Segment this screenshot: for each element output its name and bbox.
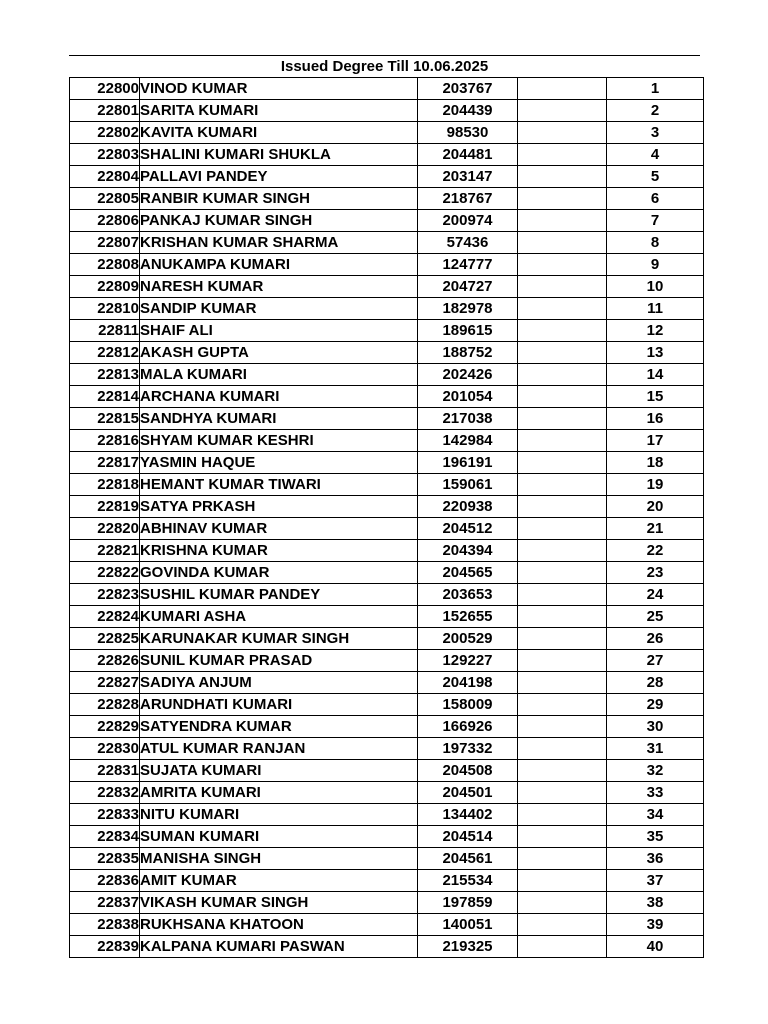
student-name-cell: HEMANT KUMAR TIWARI [140, 474, 418, 496]
student-name-cell: ARUNDHATI KUMARI [140, 694, 418, 716]
serial-number-cell: 22810 [70, 298, 140, 320]
serial-number-cell: 22806 [70, 210, 140, 232]
blank-cell [518, 716, 607, 738]
registration-number-cell: 159061 [418, 474, 518, 496]
blank-cell [518, 452, 607, 474]
blank-cell [518, 936, 607, 958]
registration-number-cell: 204561 [418, 848, 518, 870]
blank-cell [518, 892, 607, 914]
blank-cell [518, 210, 607, 232]
blank-cell [518, 804, 607, 826]
table-row [70, 298, 704, 320]
registration-number-cell: 197859 [418, 892, 518, 914]
row-count-cell: 34 [607, 804, 704, 826]
sheet-title: Issued Degree Till 10.06.2025 [69, 55, 700, 77]
serial-number-cell: 22820 [70, 518, 140, 540]
serial-number-cell: 22832 [70, 782, 140, 804]
table-row [70, 716, 704, 738]
row-count-cell: 22 [607, 540, 704, 562]
blank-cell [518, 540, 607, 562]
serial-number-cell: 22838 [70, 914, 140, 936]
row-count-cell: 30 [607, 716, 704, 738]
registration-number-cell: 201054 [418, 386, 518, 408]
student-name-cell: SHYAM KUMAR KESHRI [140, 430, 418, 452]
row-count-cell: 36 [607, 848, 704, 870]
row-count-cell: 28 [607, 672, 704, 694]
serial-number-cell: 22816 [70, 430, 140, 452]
registration-number-cell: 204439 [418, 100, 518, 122]
student-name-cell: NARESH KUMAR [140, 276, 418, 298]
student-name-cell: PALLAVI PANDEY [140, 166, 418, 188]
row-count-cell: 7 [607, 210, 704, 232]
serial-number-cell: 22837 [70, 892, 140, 914]
serial-number-cell: 22802 [70, 122, 140, 144]
student-name-cell: YASMIN HAQUE [140, 452, 418, 474]
blank-cell [518, 782, 607, 804]
degree-sheet [69, 55, 700, 958]
table-row [70, 540, 704, 562]
table-row [70, 826, 704, 848]
degree-table [69, 77, 704, 958]
registration-number-cell: 189615 [418, 320, 518, 342]
serial-number-cell: 22815 [70, 408, 140, 430]
row-count-cell: 2 [607, 100, 704, 122]
registration-number-cell: 57436 [418, 232, 518, 254]
blank-cell [518, 100, 607, 122]
registration-number-cell: 152655 [418, 606, 518, 628]
blank-cell [518, 474, 607, 496]
row-count-cell: 14 [607, 364, 704, 386]
blank-cell [518, 430, 607, 452]
registration-number-cell: 166926 [418, 716, 518, 738]
registration-number-cell: 182978 [418, 298, 518, 320]
table-row [70, 870, 704, 892]
blank-cell [518, 914, 607, 936]
student-name-cell: SUNIL KUMAR PRASAD [140, 650, 418, 672]
serial-number-cell: 22835 [70, 848, 140, 870]
table-row [70, 892, 704, 914]
serial-number-cell: 22839 [70, 936, 140, 958]
table-row [70, 628, 704, 650]
student-name-cell: NITU KUMARI [140, 804, 418, 826]
registration-number-cell: 204514 [418, 826, 518, 848]
table-row [70, 232, 704, 254]
blank-cell [518, 232, 607, 254]
registration-number-cell: 204394 [418, 540, 518, 562]
row-count-cell: 15 [607, 386, 704, 408]
student-name-cell: SHALINI KUMARI SHUKLA [140, 144, 418, 166]
registration-number-cell: 200529 [418, 628, 518, 650]
row-count-cell: 23 [607, 562, 704, 584]
student-name-cell: SUJATA KUMARI [140, 760, 418, 782]
serial-number-cell: 22831 [70, 760, 140, 782]
serial-number-cell: 22825 [70, 628, 140, 650]
table-row [70, 650, 704, 672]
blank-cell [518, 122, 607, 144]
row-count-cell: 25 [607, 606, 704, 628]
registration-number-cell: 203767 [418, 78, 518, 100]
serial-number-cell: 22833 [70, 804, 140, 826]
registration-number-cell: 204512 [418, 518, 518, 540]
row-count-cell: 17 [607, 430, 704, 452]
row-count-cell: 13 [607, 342, 704, 364]
row-count-cell: 16 [607, 408, 704, 430]
student-name-cell: KARUNAKAR KUMAR SINGH [140, 628, 418, 650]
serial-number-cell: 22807 [70, 232, 140, 254]
row-count-cell: 8 [607, 232, 704, 254]
registration-number-cell: 98530 [418, 122, 518, 144]
table-row [70, 364, 704, 386]
blank-cell [518, 78, 607, 100]
row-count-cell: 21 [607, 518, 704, 540]
blank-cell [518, 672, 607, 694]
registration-number-cell: 204565 [418, 562, 518, 584]
table-row [70, 122, 704, 144]
registration-number-cell: 215534 [418, 870, 518, 892]
student-name-cell: SHAIF ALI [140, 320, 418, 342]
blank-cell [518, 254, 607, 276]
row-count-cell: 33 [607, 782, 704, 804]
table-row [70, 254, 704, 276]
student-name-cell: ANUKAMPA KUMARI [140, 254, 418, 276]
blank-cell [518, 826, 607, 848]
table-row [70, 562, 704, 584]
student-name-cell: AKASH GUPTA [140, 342, 418, 364]
registration-number-cell: 220938 [418, 496, 518, 518]
table-row [70, 672, 704, 694]
serial-number-cell: 22819 [70, 496, 140, 518]
row-count-cell: 1 [607, 78, 704, 100]
blank-cell [518, 760, 607, 782]
blank-cell [518, 606, 607, 628]
table-row [70, 760, 704, 782]
serial-number-cell: 22829 [70, 716, 140, 738]
row-count-cell: 32 [607, 760, 704, 782]
blank-cell [518, 518, 607, 540]
registration-number-cell: 140051 [418, 914, 518, 936]
row-count-cell: 6 [607, 188, 704, 210]
blank-cell [518, 628, 607, 650]
student-name-cell: MANISHA SINGH [140, 848, 418, 870]
table-row [70, 496, 704, 518]
registration-number-cell: 218767 [418, 188, 518, 210]
table-row [70, 188, 704, 210]
row-count-cell: 26 [607, 628, 704, 650]
table-row [70, 144, 704, 166]
registration-number-cell: 203653 [418, 584, 518, 606]
blank-cell [518, 848, 607, 870]
row-count-cell: 40 [607, 936, 704, 958]
table-row [70, 210, 704, 232]
table-row [70, 452, 704, 474]
table-row [70, 430, 704, 452]
student-name-cell: RUKHSANA KHATOON [140, 914, 418, 936]
student-name-cell: SADIYA ANJUM [140, 672, 418, 694]
table-row [70, 738, 704, 760]
student-name-cell: ATUL KUMAR RANJAN [140, 738, 418, 760]
student-name-cell: SARITA KUMARI [140, 100, 418, 122]
registration-number-cell: 219325 [418, 936, 518, 958]
student-name-cell: SANDHYA KUMARI [140, 408, 418, 430]
table-row [70, 694, 704, 716]
table-row [70, 804, 704, 826]
row-count-cell: 20 [607, 496, 704, 518]
row-count-cell: 37 [607, 870, 704, 892]
serial-number-cell: 22824 [70, 606, 140, 628]
serial-number-cell: 22814 [70, 386, 140, 408]
serial-number-cell: 22836 [70, 870, 140, 892]
blank-cell [518, 584, 607, 606]
registration-number-cell: 217038 [418, 408, 518, 430]
serial-number-cell: 22826 [70, 650, 140, 672]
student-name-cell: SATYENDRA KUMAR [140, 716, 418, 738]
blank-cell [518, 320, 607, 342]
student-name-cell: SUMAN KUMARI [140, 826, 418, 848]
student-name-cell: SUSHIL KUMAR PANDEY [140, 584, 418, 606]
serial-number-cell: 22812 [70, 342, 140, 364]
registration-number-cell: 203147 [418, 166, 518, 188]
row-count-cell: 31 [607, 738, 704, 760]
table-row [70, 166, 704, 188]
serial-number-cell: 22804 [70, 166, 140, 188]
registration-number-cell: 200974 [418, 210, 518, 232]
blank-cell [518, 562, 607, 584]
row-count-cell: 24 [607, 584, 704, 606]
blank-cell [518, 276, 607, 298]
registration-number-cell: 204508 [418, 760, 518, 782]
serial-number-cell: 22809 [70, 276, 140, 298]
table-body [70, 78, 704, 958]
blank-cell [518, 342, 607, 364]
table-row [70, 276, 704, 298]
student-name-cell: MALA KUMARI [140, 364, 418, 386]
table-row [70, 518, 704, 540]
serial-number-cell: 22818 [70, 474, 140, 496]
table-row [70, 914, 704, 936]
registration-number-cell: 204727 [418, 276, 518, 298]
serial-number-cell: 22828 [70, 694, 140, 716]
serial-number-cell: 22801 [70, 100, 140, 122]
row-count-cell: 10 [607, 276, 704, 298]
blank-cell [518, 166, 607, 188]
serial-number-cell: 22821 [70, 540, 140, 562]
row-count-cell: 19 [607, 474, 704, 496]
table-row [70, 78, 704, 100]
registration-number-cell: 197332 [418, 738, 518, 760]
blank-cell [518, 144, 607, 166]
registration-number-cell: 129227 [418, 650, 518, 672]
table-row [70, 320, 704, 342]
table-row [70, 606, 704, 628]
table-row [70, 386, 704, 408]
student-name-cell: AMIT KUMAR [140, 870, 418, 892]
student-name-cell: VINOD KUMAR [140, 78, 418, 100]
registration-number-cell: 142984 [418, 430, 518, 452]
serial-number-cell: 22834 [70, 826, 140, 848]
blank-cell [518, 298, 607, 320]
blank-cell [518, 496, 607, 518]
row-count-cell: 11 [607, 298, 704, 320]
row-count-cell: 18 [607, 452, 704, 474]
blank-cell [518, 738, 607, 760]
registration-number-cell: 124777 [418, 254, 518, 276]
row-count-cell: 35 [607, 826, 704, 848]
student-name-cell: RANBIR KUMAR SINGH [140, 188, 418, 210]
row-count-cell: 4 [607, 144, 704, 166]
student-name-cell: GOVINDA KUMAR [140, 562, 418, 584]
serial-number-cell: 22823 [70, 584, 140, 606]
table-row [70, 782, 704, 804]
student-name-cell: KRISHAN KUMAR SHARMA [140, 232, 418, 254]
student-name-cell: ARCHANA KUMARI [140, 386, 418, 408]
blank-cell [518, 364, 607, 386]
blank-cell [518, 408, 607, 430]
student-name-cell: PANKAJ KUMAR SINGH [140, 210, 418, 232]
table-row [70, 848, 704, 870]
blank-cell [518, 870, 607, 892]
serial-number-cell: 22803 [70, 144, 140, 166]
registration-number-cell: 204481 [418, 144, 518, 166]
row-count-cell: 38 [607, 892, 704, 914]
serial-number-cell: 22827 [70, 672, 140, 694]
student-name-cell: KUMARI ASHA [140, 606, 418, 628]
registration-number-cell: 202426 [418, 364, 518, 386]
row-count-cell: 9 [607, 254, 704, 276]
registration-number-cell: 204198 [418, 672, 518, 694]
row-count-cell: 27 [607, 650, 704, 672]
table-row [70, 584, 704, 606]
serial-number-cell: 22808 [70, 254, 140, 276]
student-name-cell: SATYA PRKASH [140, 496, 418, 518]
student-name-cell: KAVITA KUMARI [140, 122, 418, 144]
blank-cell [518, 650, 607, 672]
registration-number-cell: 158009 [418, 694, 518, 716]
serial-number-cell: 22822 [70, 562, 140, 584]
registration-number-cell: 204501 [418, 782, 518, 804]
row-count-cell: 5 [607, 166, 704, 188]
student-name-cell: VIKASH KUMAR SINGH [140, 892, 418, 914]
serial-number-cell: 22811 [70, 320, 140, 342]
registration-number-cell: 134402 [418, 804, 518, 826]
serial-number-cell: 22813 [70, 364, 140, 386]
registration-number-cell: 196191 [418, 452, 518, 474]
row-count-cell: 29 [607, 694, 704, 716]
row-count-cell: 3 [607, 122, 704, 144]
registration-number-cell: 188752 [418, 342, 518, 364]
row-count-cell: 39 [607, 914, 704, 936]
serial-number-cell: 22830 [70, 738, 140, 760]
student-name-cell: SANDIP KUMAR [140, 298, 418, 320]
row-count-cell: 12 [607, 320, 704, 342]
table-row [70, 408, 704, 430]
serial-number-cell: 22817 [70, 452, 140, 474]
blank-cell [518, 386, 607, 408]
serial-number-cell: 22800 [70, 78, 140, 100]
table-row [70, 342, 704, 364]
student-name-cell: AMRITA KUMARI [140, 782, 418, 804]
table-row [70, 936, 704, 958]
student-name-cell: KRISHNA KUMAR [140, 540, 418, 562]
table-row [70, 100, 704, 122]
blank-cell [518, 188, 607, 210]
student-name-cell: KALPANA KUMARI PASWAN [140, 936, 418, 958]
student-name-cell: ABHINAV KUMAR [140, 518, 418, 540]
blank-cell [518, 694, 607, 716]
serial-number-cell: 22805 [70, 188, 140, 210]
table-row [70, 474, 704, 496]
